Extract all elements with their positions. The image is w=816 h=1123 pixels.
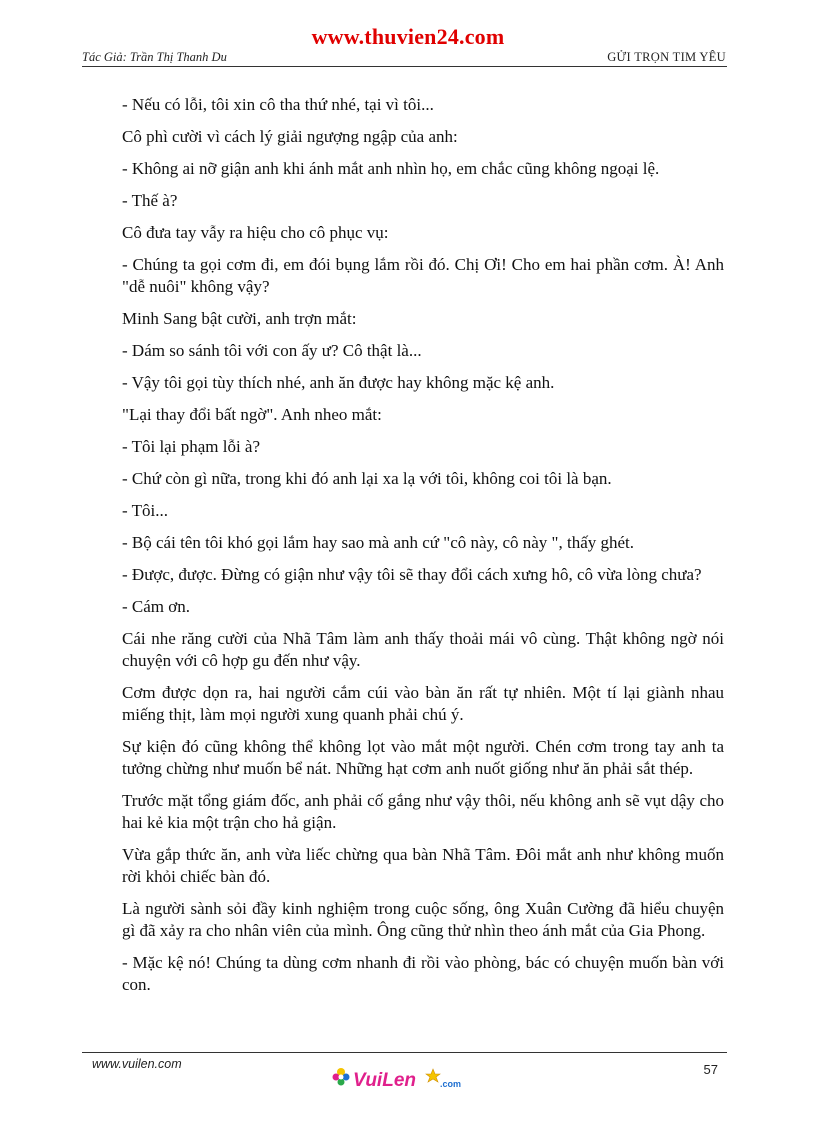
page-body (122, 94, 724, 1006)
paragraph: - Chứ còn gì nữa, trong khi đó anh lại xa lạ với tôi, không coi tôi là bạn. (122, 469, 612, 488)
logo-wordmark: VuiLen (353, 1070, 416, 1091)
paragraph: Là người sành sỏi đầy kinh nghiệm trong cuộc sống, ông Xuân Cường đã hiểu chuyện gì đã xảy ra cho nhân viên của mình. Ông cũng thử nhìn theo ánh mắt của Gia Phong. (122, 899, 724, 940)
paragraph: Minh Sang bật cười, anh trợn mắt: (122, 309, 357, 328)
paragraph: - Được, được. Đừng có giận như vậy tôi sẽ thay đổi cách xưng hô, cô vừa lòng chưa? (122, 565, 702, 584)
footer-divider (82, 1052, 727, 1053)
paragraph: Sự kiện đó cũng không thể không lọt vào mắt một người. Chén cơm trong tay anh ta tưởng chừng như muốn bể nát. Những hạt cơm anh nuốt giống như ăn phải sắt thép. (122, 737, 724, 778)
paragraph: Cái nhe răng cười của Nhã Tâm làm anh thấy thoải mái vô cùng. Thật không ngờ nói chuyện với cô hợp gu đến như vậy. (122, 629, 724, 670)
paragraph: - Chúng ta gọi cơm đi, em đói bụng lắm rồi đó. Chị Ơi! Cho em hai phần cơm. À! Anh "dễ nuôi" không vậy? (122, 255, 724, 296)
header-divider (82, 66, 727, 67)
site-url-link[interactable]: www.thuvien24.com (311, 24, 505, 49)
author-line: Tác Giả: Trần Thị Thanh Du (82, 50, 227, 64)
paragraph: Cơm được dọn ra, hai người cắm cúi vào bàn ăn rất tự nhiên. Một tí lại giành nhau miếng thịt, làm mọi người xung quanh phải chú ý. (122, 683, 724, 724)
paragraph: "Lại thay đổi bất ngờ". Anh nheo mắt: (122, 405, 382, 424)
footer-site-link[interactable]: www.vuilen.com (92, 1057, 182, 1071)
paragraph: - Cám ơn. (122, 597, 191, 616)
book-title: GỬI TRỌN TIM YÊU (607, 50, 726, 64)
paragraph: - Mặc kệ nó! Chúng ta dùng cơm nhanh đi rồi vào phòng, bác có chuyện muốn bàn với con. (122, 953, 724, 994)
star-icon (426, 1069, 440, 1082)
paragraph: Cô phì cười vì cách lý giải ngượng ngập của anh: (122, 127, 458, 146)
paragraph: - Thế à? (122, 191, 178, 210)
paragraph: - Không ai nỡ giận anh khi ánh mắt anh nhìn họ, em chắc cũng không ngoại lệ. (122, 159, 660, 178)
paragraph: Vừa gắp thức ăn, anh vừa liếc chừng qua bàn Nhã Tâm. Đôi mắt anh như không muốn rời khỏi chiếc bàn đó. (122, 845, 724, 886)
paragraph: Trước mặt tổng giám đốc, anh phải cố gắng như vậy thôi, nếu không anh sẽ vụt dậy cho hai kẻ kia một trận cho hả giận. (122, 791, 724, 832)
paragraph: - Vậy tôi gọi tùy thích nhé, anh ăn được hay không mặc kệ anh. (122, 373, 555, 392)
vuilen-logo (329, 1063, 479, 1095)
paragraph: - Bộ cái tên tôi khó gọi lắm hay sao mà anh cứ "cô này, cô này ", thấy ghét. (122, 533, 635, 552)
paragraph: - Nếu có lỗi, tôi xin cô tha thứ nhé, tại vì tôi... (122, 95, 434, 114)
paragraph: - Tôi lại phạm lỗi à? (122, 437, 261, 456)
page-number: 57 (703, 1062, 718, 1077)
logo-suffix: .com (440, 1079, 462, 1089)
paragraph: - Dám so sánh tôi với con ấy ư? Cô thật là... (122, 341, 422, 360)
paragraph: - Tôi... (122, 501, 168, 520)
paragraph: Cô đưa tay vẫy ra hiệu cho cô phục vụ: (122, 223, 389, 242)
flower-icon (333, 1068, 350, 1086)
